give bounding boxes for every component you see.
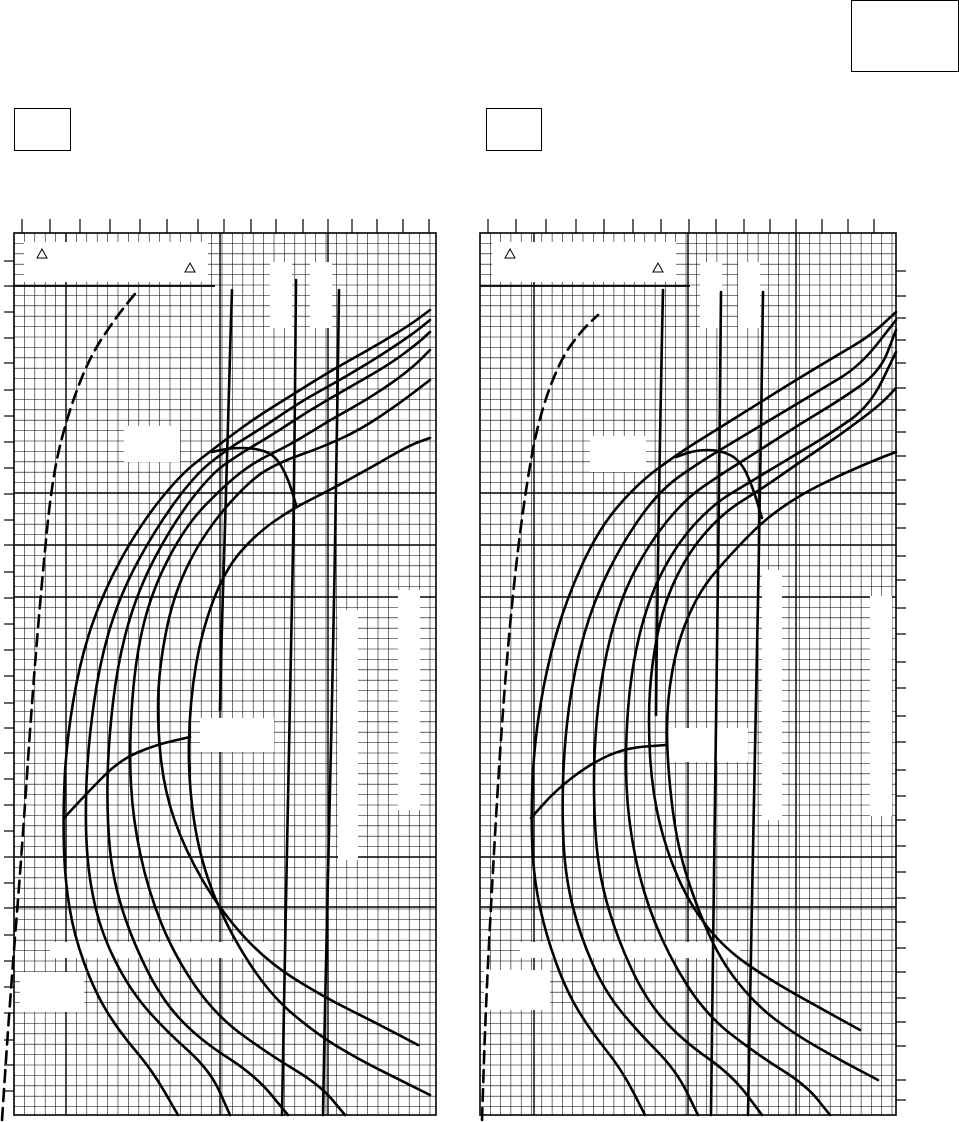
left-label-patch — [270, 262, 292, 328]
right-label-patch — [700, 262, 722, 328]
right-label-patch — [492, 242, 676, 282]
left-label-patch — [398, 590, 420, 810]
left-label-patch — [310, 262, 332, 328]
left-label-patch — [20, 972, 84, 1012]
right-label-patch — [484, 970, 550, 1010]
left-label-patch — [338, 610, 358, 860]
left-label-patch — [24, 242, 208, 282]
left-label-patch — [124, 426, 180, 462]
right-label-patch — [590, 436, 646, 472]
right-label-patch — [738, 262, 760, 328]
right-label-patch — [762, 570, 782, 820]
right-label-patch — [668, 728, 748, 762]
left-label-patch — [200, 718, 274, 752]
right-label-patch — [870, 596, 892, 816]
